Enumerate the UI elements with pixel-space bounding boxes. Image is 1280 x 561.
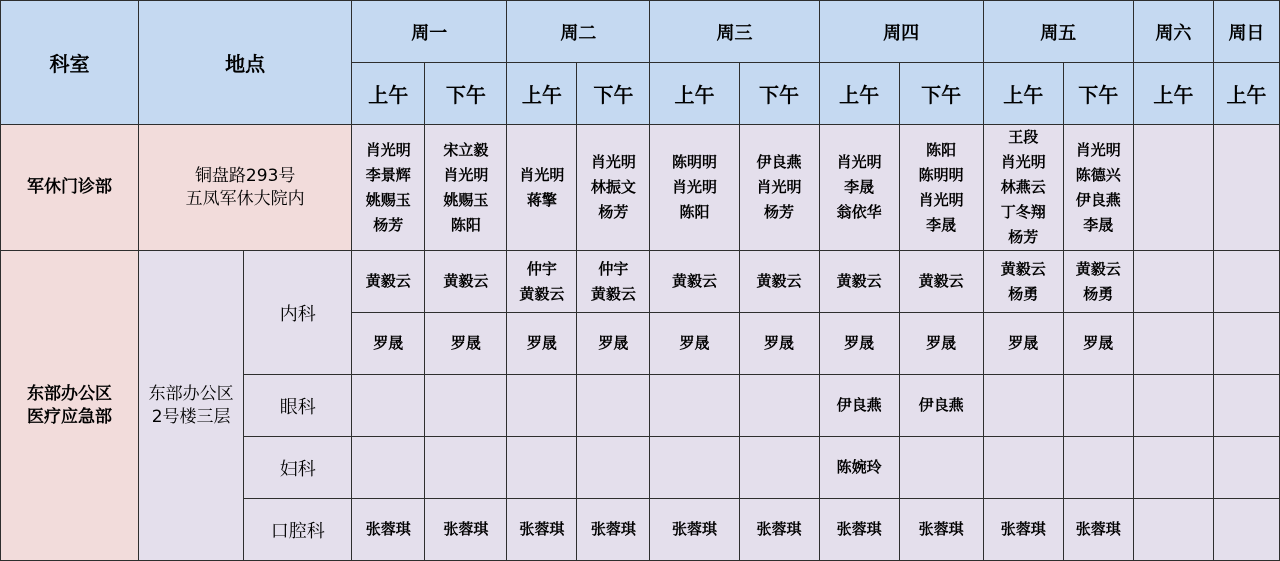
staff-cell xyxy=(819,437,899,499)
day-header-fri: 周五 xyxy=(983,1,1133,63)
staff-cell xyxy=(352,437,425,499)
fuke-label: 妇科 xyxy=(244,437,352,499)
staff-cell xyxy=(819,313,899,375)
staff-cell xyxy=(819,125,899,251)
staff-name: 杨芳 xyxy=(1008,228,1039,246)
staff-cell xyxy=(1213,499,1279,561)
staff-cell xyxy=(1213,251,1279,313)
staff-name: 肖光明 xyxy=(443,165,489,184)
staff-cell xyxy=(352,375,425,437)
staff-name: 肖光明 xyxy=(756,178,802,196)
staff-name: 罗晟 xyxy=(764,334,795,352)
staff-cell xyxy=(650,251,739,313)
staff-name: 陈婉玲 xyxy=(836,458,882,476)
staff-cell xyxy=(739,499,819,561)
day-header-tue: 周二 xyxy=(507,1,650,63)
staff-cell xyxy=(352,251,425,313)
staff-name: 罗晟 xyxy=(373,334,404,352)
staff-name: 肖光明 xyxy=(365,140,411,159)
staff-name: 杨芳 xyxy=(764,203,795,221)
staff-name: 陈德兴 xyxy=(1075,165,1121,184)
staff-name: 姚赐玉 xyxy=(443,190,489,209)
staff-name: 罗晟 xyxy=(926,334,957,352)
staff-name: 杨勇 xyxy=(1008,284,1039,303)
staff-name: 陈明明 xyxy=(918,165,964,184)
pm-header: 下午 xyxy=(425,63,507,125)
staff-cell xyxy=(899,437,983,499)
staff-cell xyxy=(425,251,507,313)
staff-name: 伊良燕 xyxy=(918,396,964,414)
staff-cell xyxy=(739,313,819,375)
staff-cell xyxy=(507,437,577,499)
staff-cell xyxy=(1213,125,1279,251)
staff-name: 张蓉琪 xyxy=(365,520,411,538)
staff-name: 宋立毅 xyxy=(443,140,489,159)
staff-cell xyxy=(425,499,507,561)
staff-name: 杨芳 xyxy=(373,215,404,234)
staff-cell xyxy=(739,125,819,251)
staff-name: 陈阳 xyxy=(679,203,710,221)
staff-cell xyxy=(1133,437,1213,499)
staff-name: 翁依华 xyxy=(836,203,882,221)
staff-cell xyxy=(650,125,739,251)
staff-cell xyxy=(1063,125,1133,251)
staff-name: 姚赐玉 xyxy=(365,190,411,209)
staff-name: 张蓉琪 xyxy=(443,520,489,538)
staff-name: 张蓉琪 xyxy=(590,520,636,538)
staff-name: 罗晟 xyxy=(679,334,710,352)
east-dept-line1: 东部办公区 xyxy=(27,383,113,404)
staff-cell xyxy=(899,251,983,313)
staff-cell xyxy=(1063,499,1133,561)
staff-cell xyxy=(1133,313,1213,375)
staff-cell xyxy=(819,375,899,437)
staff-cell xyxy=(739,251,819,313)
staff-name: 张蓉琪 xyxy=(671,520,717,538)
pm-header: 下午 xyxy=(739,63,819,125)
east-location-line2: 2号楼三层 xyxy=(151,406,231,427)
staff-cell xyxy=(425,313,507,375)
am-header: 上午 xyxy=(983,63,1063,125)
junxiu-address-line2: 五凤军休大院内 xyxy=(185,188,305,209)
staff-cell xyxy=(819,251,899,313)
staff-name: 张蓉琪 xyxy=(1075,520,1121,538)
staff-name: 罗晟 xyxy=(1083,334,1114,352)
staff-cell xyxy=(352,313,425,375)
junxiu-row xyxy=(1,125,1280,251)
staff-name: 杨芳 xyxy=(598,203,629,221)
staff-name: 肖光明 xyxy=(671,178,717,196)
staff-name: 张蓉琪 xyxy=(519,520,565,538)
junxiu-dept-label: 军休门诊部 xyxy=(1,125,139,251)
staff-name: 黄毅云 xyxy=(365,272,411,290)
staff-cell xyxy=(507,251,577,313)
dept-header: 科室 xyxy=(1,1,139,125)
staff-cell xyxy=(425,125,507,251)
staff-name: 伊良燕 xyxy=(836,396,882,414)
staff-name: 李晟 xyxy=(1083,215,1114,234)
staff-cell xyxy=(1063,313,1133,375)
staff-name: 黄毅云 xyxy=(519,284,565,303)
am-header: 上午 xyxy=(819,63,899,125)
neike-row-1 xyxy=(1,251,1280,313)
pm-header: 下午 xyxy=(577,63,650,125)
staff-cell xyxy=(983,313,1063,375)
staff-name: 蒋擎 xyxy=(526,190,557,209)
junxiu-address-line1: 铜盘路293号 xyxy=(194,165,296,186)
staff-name: 李晟 xyxy=(844,178,875,196)
staff-name: 黄毅云 xyxy=(443,272,489,290)
staff-name: 黄毅云 xyxy=(918,272,964,290)
yanke-label: 眼科 xyxy=(244,375,352,437)
staff-name: 肖光明 xyxy=(836,153,882,171)
am-header: 上午 xyxy=(1213,63,1279,125)
kouqiang-label: 口腔科 xyxy=(244,499,352,561)
staff-name: 杨勇 xyxy=(1083,284,1114,303)
staff-name: 黄毅云 xyxy=(671,272,717,290)
staff-cell xyxy=(899,125,983,251)
staff-name: 林振文 xyxy=(590,178,636,196)
location-header: 地点 xyxy=(139,1,352,125)
staff-cell xyxy=(1133,375,1213,437)
staff-name: 肖光明 xyxy=(519,165,565,184)
pm-header: 下午 xyxy=(1063,63,1133,125)
staff-cell xyxy=(507,499,577,561)
staff-name: 仲宇 xyxy=(598,259,629,278)
staff-cell xyxy=(650,375,739,437)
staff-cell xyxy=(899,499,983,561)
am-header: 上午 xyxy=(352,63,425,125)
staff-name: 丁冬翔 xyxy=(1000,203,1046,221)
staff-name: 肖光明 xyxy=(590,153,636,171)
staff-cell xyxy=(1133,125,1213,251)
staff-cell xyxy=(352,125,425,251)
staff-name: 张蓉琪 xyxy=(1000,520,1046,538)
staff-name: 肖光明 xyxy=(918,190,964,209)
staff-name: 张蓉琪 xyxy=(756,520,802,538)
staff-cell xyxy=(507,125,577,251)
staff-cell xyxy=(650,313,739,375)
staff-cell xyxy=(425,437,507,499)
staff-name: 陈明明 xyxy=(671,153,717,171)
staff-name: 黄毅云 xyxy=(1000,259,1046,278)
staff-name: 罗晟 xyxy=(598,334,629,352)
staff-cell xyxy=(577,375,650,437)
staff-cell xyxy=(1063,375,1133,437)
staff-cell xyxy=(1213,437,1279,499)
staff-cell xyxy=(983,499,1063,561)
staff-name: 陈阳 xyxy=(450,215,481,234)
pm-header: 下午 xyxy=(899,63,983,125)
staff-name: 李景辉 xyxy=(365,165,411,184)
east-dept-line2: 医疗应急部 xyxy=(27,406,113,427)
staff-cell xyxy=(507,313,577,375)
staff-cell xyxy=(1213,375,1279,437)
staff-cell xyxy=(739,375,819,437)
staff-cell xyxy=(899,375,983,437)
day-header-mon: 周一 xyxy=(352,1,507,63)
staff-cell xyxy=(1063,437,1133,499)
staff-name: 黄毅云 xyxy=(756,272,802,290)
staff-cell xyxy=(983,125,1063,251)
staff-name: 罗晟 xyxy=(450,334,481,352)
staff-cell xyxy=(577,313,650,375)
staff-cell xyxy=(983,437,1063,499)
day-header-sat: 周六 xyxy=(1133,1,1213,63)
staff-cell xyxy=(425,375,507,437)
staff-cell xyxy=(899,313,983,375)
east-location-line1: 东部办公区 xyxy=(148,383,234,404)
day-header-thu: 周四 xyxy=(819,1,983,63)
staff-cell xyxy=(1133,499,1213,561)
staff-cell xyxy=(983,251,1063,313)
staff-name: 黄毅云 xyxy=(836,272,882,290)
staff-name: 罗晟 xyxy=(1008,334,1039,352)
staff-name: 伊良燕 xyxy=(1075,190,1121,209)
staff-cell xyxy=(1133,251,1213,313)
staff-name: 张蓉琪 xyxy=(918,520,964,538)
day-header-sun: 周日 xyxy=(1213,1,1279,63)
staff-name: 张蓉琪 xyxy=(836,520,882,538)
staff-name: 罗晟 xyxy=(526,334,557,352)
staff-cell xyxy=(577,499,650,561)
staff-name: 黄毅云 xyxy=(1075,259,1121,278)
staff-name: 肖光明 xyxy=(1000,153,1046,171)
am-header: 上午 xyxy=(650,63,739,125)
am-header: 上午 xyxy=(1133,63,1213,125)
staff-name: 仲宇 xyxy=(526,259,557,278)
staff-cell xyxy=(739,437,819,499)
staff-name: 伊良燕 xyxy=(756,153,802,171)
staff-cell xyxy=(577,125,650,251)
east-dept-label xyxy=(1,251,139,561)
staff-name: 陈阳 xyxy=(926,140,957,159)
staff-cell xyxy=(983,375,1063,437)
staff-name: 罗晟 xyxy=(844,334,875,352)
day-header-wed: 周三 xyxy=(650,1,819,63)
staff-cell xyxy=(650,499,739,561)
staff-cell xyxy=(650,437,739,499)
staff-name: 林燕云 xyxy=(1000,178,1046,196)
staff-cell xyxy=(577,251,650,313)
staff-name: 黄毅云 xyxy=(590,284,636,303)
east-location xyxy=(139,251,244,561)
am-header: 上午 xyxy=(507,63,577,125)
staff-name: 李晟 xyxy=(926,215,957,234)
staff-cell xyxy=(507,375,577,437)
staff-name: 王段 xyxy=(1008,128,1039,146)
staff-name: 肖光明 xyxy=(1075,140,1121,159)
staff-cell xyxy=(352,499,425,561)
junxiu-address xyxy=(139,125,352,251)
staff-cell xyxy=(1063,251,1133,313)
neike-label: 内科 xyxy=(244,251,352,375)
staff-cell xyxy=(577,437,650,499)
staff-cell xyxy=(1213,313,1279,375)
staff-cell xyxy=(819,499,899,561)
